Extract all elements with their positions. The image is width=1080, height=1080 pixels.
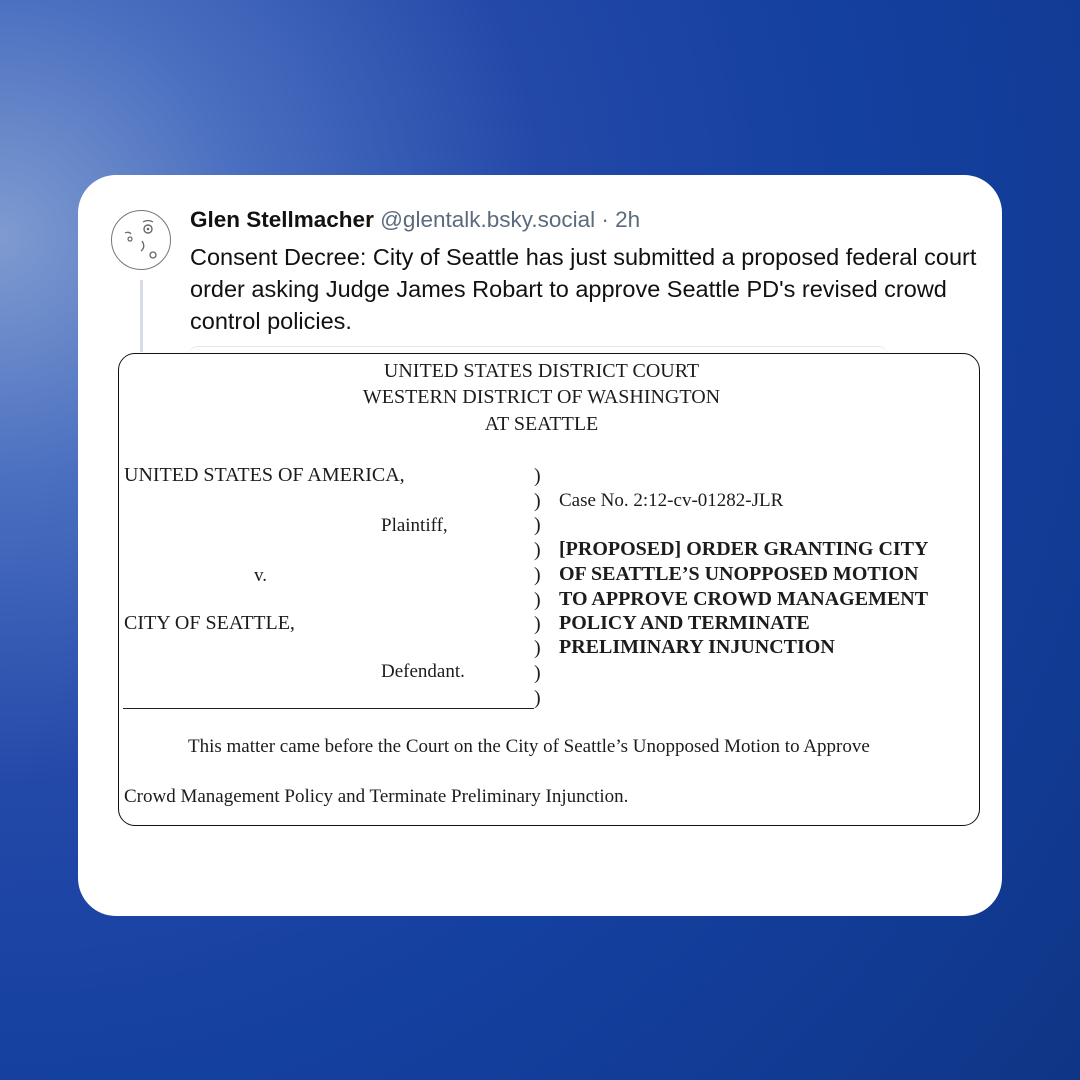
order-title-line: PRELIMINARY INJUNCTION [559,636,835,658]
post-time[interactable]: 2h [615,207,641,232]
order-title-line: OF SEATTLE’S UNOPPOSED MOTION [559,563,919,585]
defendant-label: Defendant. [381,661,465,682]
document-image[interactable] [118,353,980,826]
caption-paren: ) [534,465,541,487]
order-body-line: Crowd Management Policy and Terminate Preliminary Injunction. [124,786,629,807]
thread-line [140,280,143,352]
court-name: UNITED STATES DISTRICT COURT [383,360,700,382]
post-text: Consent Decree: City of Seattle has just submitted a proposed federal court order asking Judge James Robart to approve Seattle PD's revised crowd control policies. [190,244,977,334]
case-number: Case No. 2:12-cv-01282-JLR [559,490,784,511]
caption-paren: ) [534,564,541,586]
court-district: WESTERN DISTRICT OF WASHINGTON [362,386,721,408]
order-title-line: TO APPROVE CROWD MANAGEMENT [559,588,929,610]
plaintiff-label: Plaintiff, [381,515,448,536]
author-handle[interactable]: @glentalk.bsky.social [380,207,596,232]
caption-paren: ) [534,613,541,635]
order-title-line: [PROPOSED] ORDER GRANTING CITY [559,538,929,560]
caption-paren: ) [534,662,541,684]
caption-paren: ) [534,637,541,659]
author-name[interactable]: Glen Stellmacher [190,207,374,232]
face-icon [112,211,172,271]
caption-paren: ) [534,539,541,561]
caption-paren: ) [534,687,541,709]
defendant-name: CITY OF SEATTLE, [124,612,295,634]
caption-rule [123,708,534,709]
caption-paren: ) [534,514,541,536]
order-body-line: This matter came before the Court on the City of Seattle’s Unopposed Motion to Approve [188,736,870,757]
order-title-line: POLICY AND TERMINATE [559,612,810,634]
court-location: AT SEATTLE [484,413,599,435]
avatar[interactable] [111,210,171,270]
caption-paren: ) [534,490,541,512]
plaintiff-name: UNITED STATES OF AMERICA, [124,464,405,486]
versus: v. [254,565,268,586]
post-header [190,207,640,233]
meta-separator: · [601,207,609,232]
caption-paren: ) [534,589,541,611]
